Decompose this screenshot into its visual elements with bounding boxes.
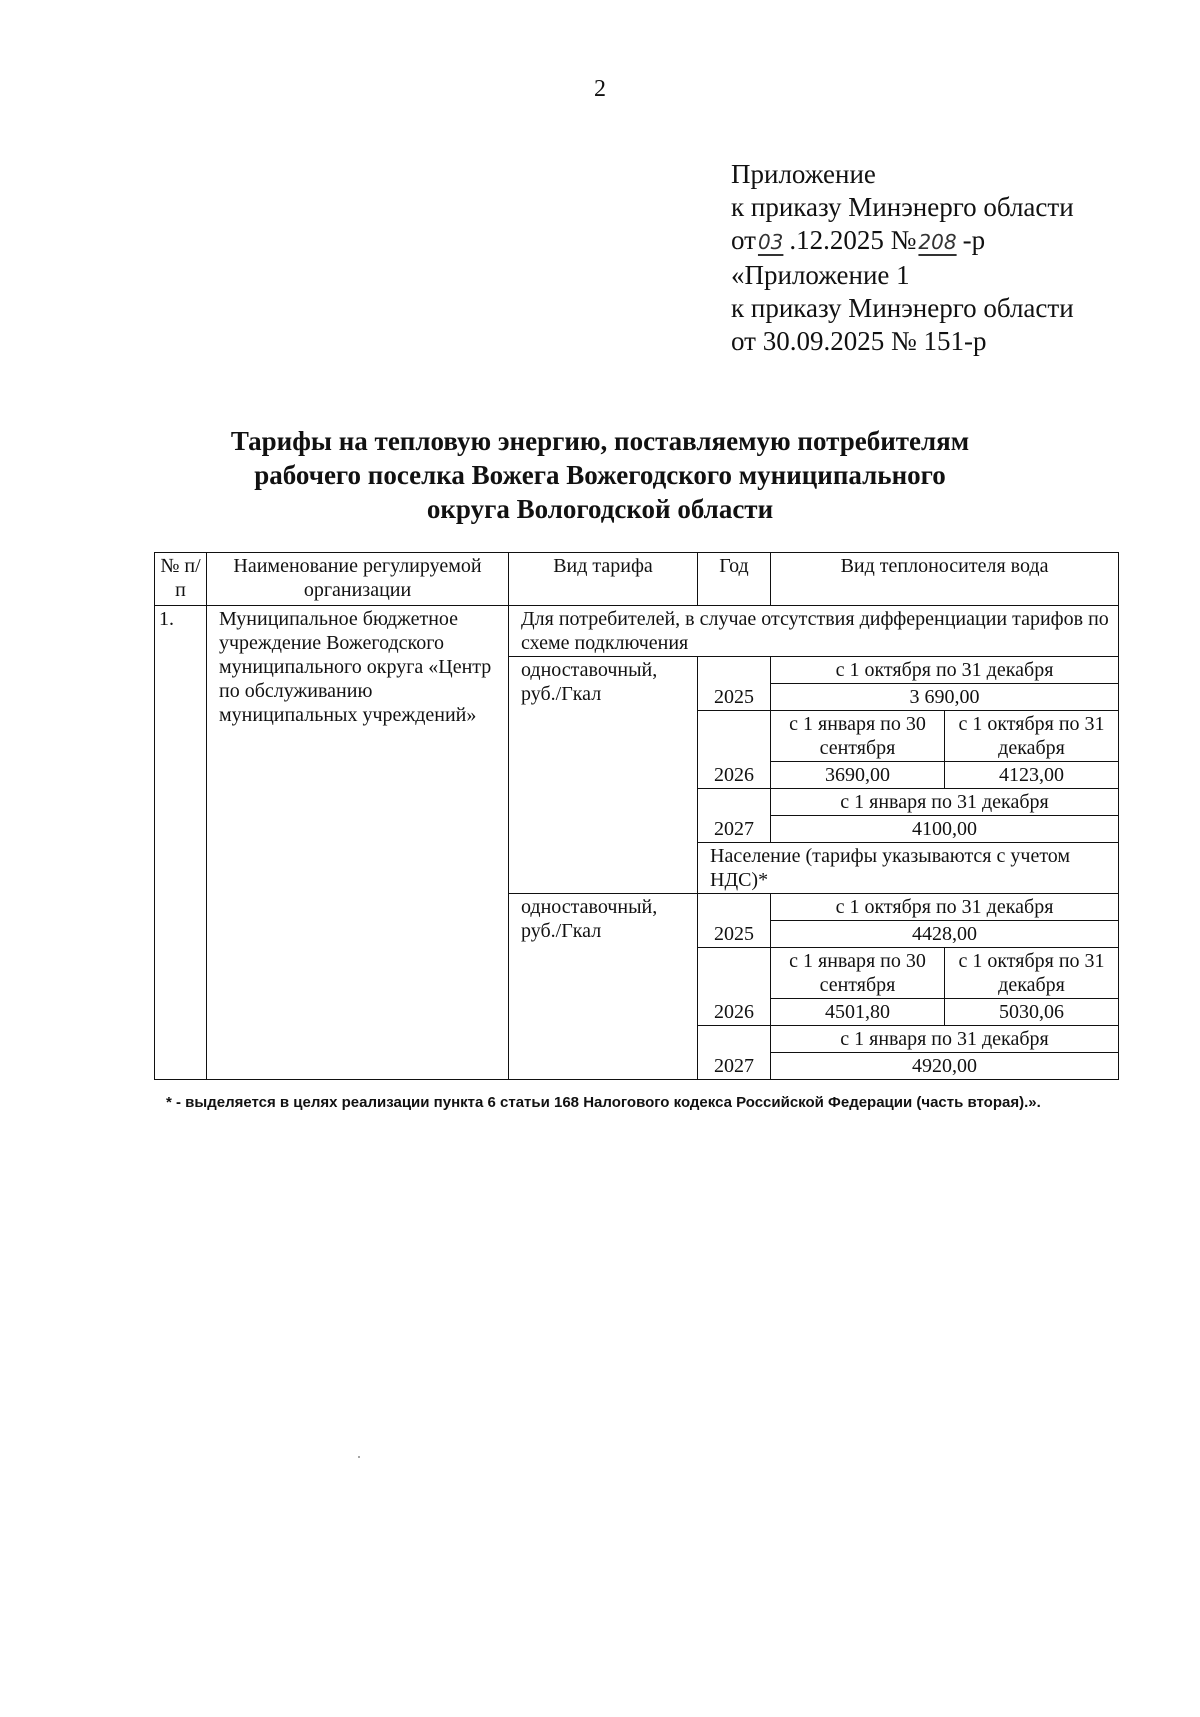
title-line-3: округа Вологодской области <box>426 494 774 524</box>
appendix-line-6: от 30.09.2025 № 151-р <box>731 326 987 356</box>
appendix-line-1: Приложение <box>731 159 876 189</box>
year-cell: 2026 <box>698 999 771 1026</box>
year-cell-empty <box>698 789 771 816</box>
title-line-2: рабочего поселка Вожега Вожегодского муниципального <box>254 460 946 490</box>
appendix-line-3-middle: .12.2025 № <box>789 225 917 255</box>
year-cell-empty <box>698 1026 771 1053</box>
period-cell: с 1 января по 30 сентября <box>771 711 945 762</box>
appendix-line-5: к приказу Минэнерго области <box>731 293 1074 323</box>
period-cell: с 1 октября по 31 декабря <box>771 657 1119 684</box>
year-cell: 2027 <box>698 1053 771 1080</box>
tariff-type-cell: одноставочный, руб./Гкал <box>509 894 698 1080</box>
period-cell: с 1 октября по 31 декабря <box>945 711 1119 762</box>
row-number: 1. <box>155 606 207 1080</box>
section-label: Для потребителей, в случае отсутствия дифференциации тарифов по схеме подключения <box>509 606 1119 657</box>
value-cell: 3690,00 <box>771 762 945 789</box>
footnote: * - выделяется в целях реализации пункта 6 статьи 168 Налогового кодекса Российской Федерации (часть вторая).». <box>166 1094 1041 1111</box>
tariffs-table <box>154 552 1119 1080</box>
year-cell: 2025 <box>698 684 771 711</box>
year-cell-empty <box>698 657 771 684</box>
appendix-line-4: «Приложение 1 <box>731 260 910 290</box>
header-year: Год <box>698 553 771 606</box>
page-number: 2 <box>594 76 606 102</box>
title-line-1: Тарифы на тепловую энергию, поставляемую потребителям <box>230 426 970 456</box>
value-cell: 4428,00 <box>771 921 1119 948</box>
header-org: Наименование регулируемой организации <box>207 553 509 606</box>
value-cell: 4501,80 <box>771 999 945 1026</box>
appendix-line-3-suffix: -р <box>962 225 986 255</box>
scan-speck <box>358 1456 360 1458</box>
section-label: Население (тарифы указываются с учетом НДС)* <box>698 843 1119 894</box>
organization-name: Муниципальное бюджетное учреждение Вожегодского муниципального округа «Центр по обслуживанию муниципальных учреждений» <box>207 606 509 1080</box>
period-cell: с 1 января по 30 сентября <box>771 948 945 999</box>
appendix-line-2: к приказу Минэнерго области <box>731 192 1074 222</box>
appendix-order-date-line <box>731 224 1074 259</box>
appendix-header <box>731 158 1074 358</box>
handwritten-order-number: 208 <box>918 230 957 254</box>
document-title <box>150 424 1050 526</box>
year-cell-empty <box>698 711 771 762</box>
year-cell: 2027 <box>698 816 771 843</box>
header-carrier: Вид теплоносителя вода <box>771 553 1119 606</box>
header-num: № п/п <box>155 553 207 606</box>
tariff-type-cell: одноставочный, руб./Гкал <box>509 657 698 894</box>
handwritten-day: 03 <box>757 230 784 254</box>
value-cell: 4920,00 <box>771 1053 1119 1080</box>
period-cell: с 1 января по 31 декабря <box>771 1026 1119 1053</box>
year-cell: 2025 <box>698 921 771 948</box>
value-cell: 3 690,00 <box>771 684 1119 711</box>
value-cell: 4100,00 <box>771 816 1119 843</box>
year-cell: 2026 <box>698 762 771 789</box>
period-cell: с 1 января по 31 декабря <box>771 789 1119 816</box>
appendix-line-3-prefix: от <box>731 225 756 255</box>
table-row <box>155 606 1119 657</box>
period-cell: с 1 октября по 31 декабря <box>771 894 1119 921</box>
value-cell: 5030,06 <box>945 999 1119 1026</box>
value-cell: 4123,00 <box>945 762 1119 789</box>
period-cell: с 1 октября по 31 декабря <box>945 948 1119 999</box>
table-header-row <box>155 553 1119 606</box>
year-cell-empty <box>698 948 771 999</box>
year-cell-empty <box>698 894 771 921</box>
header-tariff-type: Вид тарифа <box>509 553 698 606</box>
